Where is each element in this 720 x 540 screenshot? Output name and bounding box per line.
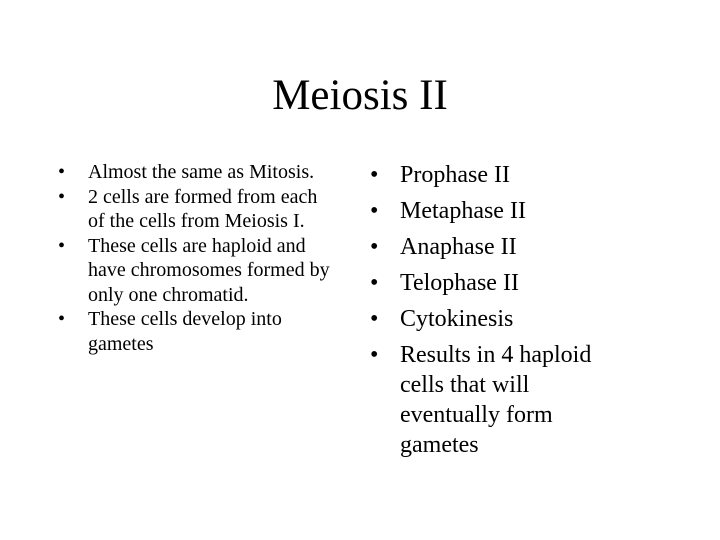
bullet-text: Prophase II [400, 162, 510, 188]
left-bullet-item [58, 185, 333, 234]
right-bullet-item [370, 340, 635, 460]
right-bullet-item [370, 160, 635, 190]
bullet-icon: • [58, 234, 66, 257]
bullet-text: 2 cells are formed from each of the cells from Meiosis I. [88, 185, 318, 232]
bullet-text: Results in 4 haploid cells that will eventually form gametes [400, 342, 592, 458]
bullet-text: Cytokinesis [400, 306, 514, 332]
left-bullet-item [58, 234, 333, 308]
bullet-text: Anaphase II [400, 234, 517, 260]
slide-title: Meiosis II [272, 72, 448, 119]
bullet-icon: • [370, 270, 379, 296]
bullet-text: Almost the same as Mitosis. [88, 161, 315, 183]
right-bullet-item [370, 268, 635, 298]
bullet-icon: • [370, 342, 379, 368]
left-bullet-item [58, 307, 333, 356]
bullet-icon: • [58, 161, 66, 183]
bullet-text: Metaphase II [400, 198, 526, 224]
bullet-icon: • [370, 234, 379, 260]
bullet-icon: • [58, 185, 66, 208]
right-bullet-list [370, 160, 635, 466]
bullet-icon: • [370, 198, 379, 224]
bullet-icon: • [58, 308, 66, 330]
bullet-text: These cells are haploid and have chromosomes formed by only one chromatid. [88, 234, 330, 306]
bullet-icon: • [370, 306, 379, 332]
bullet-text: Telophase II [400, 270, 519, 296]
bullet-icon: • [370, 162, 379, 188]
left-bullet-item [58, 160, 333, 185]
right-bullet-item [370, 196, 635, 226]
left-bullet-list [58, 160, 333, 356]
bullet-text: These cells develop into gametes [88, 308, 282, 355]
right-bullet-item [370, 232, 635, 262]
right-bullet-item [370, 304, 635, 334]
